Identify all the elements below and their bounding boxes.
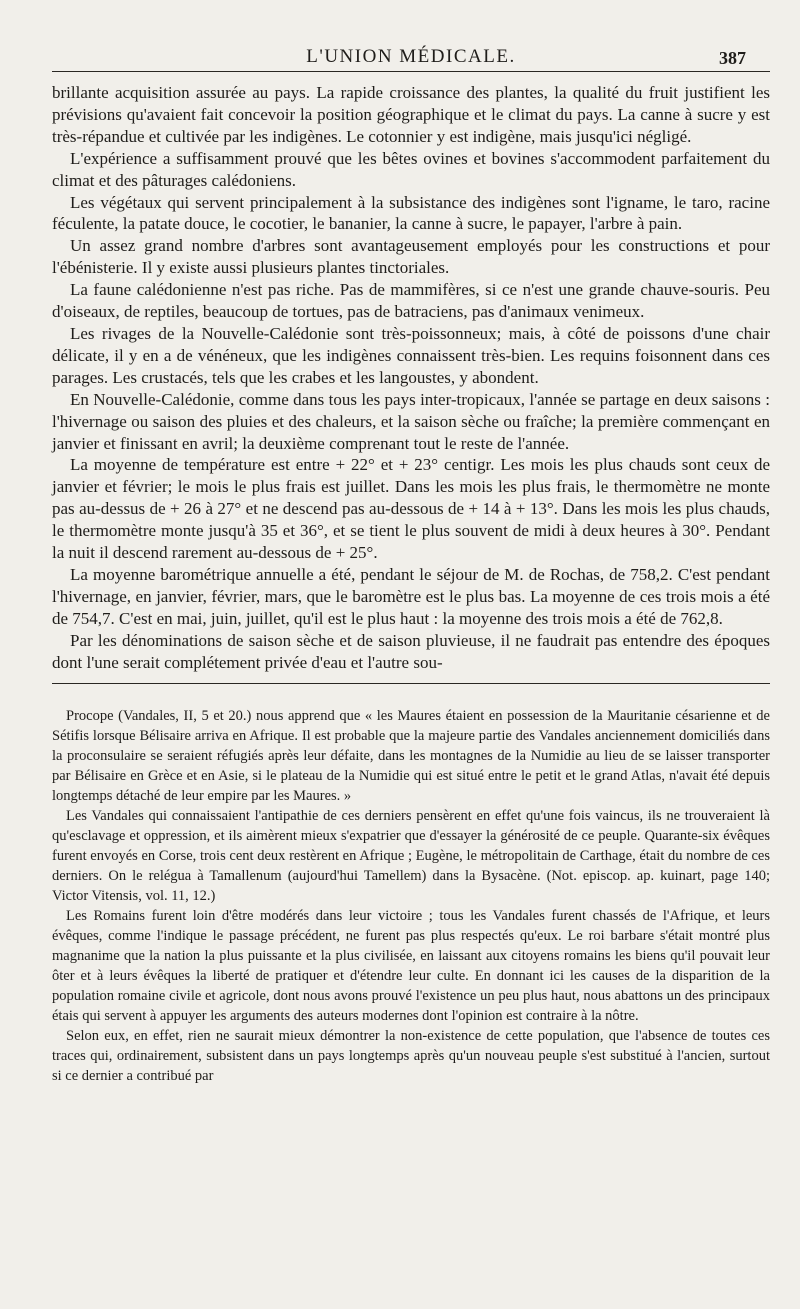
running-title: L'UNION MÉDICALE. (306, 46, 516, 67)
paragraph: La moyenne de température est entre + 22° et + 23° centigr. Les mois les plus chauds sont ceux de janvier et février; le mois le plus frais est juillet. Dans les mois les plus frais, le thermomètre ne monte pas au-dessus de + 26 à 27° et ne descend pas au-dessous de + 14 à + 13°. Dans les mois les plus chauds, le thermomètre monte jusqu'à 35 et 36°, et se tient le plus souvent de midi à deux heures à 30°. Pendant la nuit il descend rarement au-dessous de + 25°. (52, 455, 770, 563)
footnote-paragraph: Les Romains furent loin d'être modérés dans leur victoire ; tous les Vandales furent chassés de l'Afrique, et leurs évêques, comme l'indique le passage précédent, ne furent pas plus respectés qu'eux. Le roi barbare s'était montré plus magnanime que la nation la plus puissante et la plus civilisée, en laissant aux citoyens romains les biens qu'il pouvait leur ôter et à leurs évêques la liberté de pratiquer et d'étendre leur culte. En donnant ici les causes de la disparition de la population romaine civile et agricole, dont nous avons prouvé l'existence un peu plus haut, nous abattons un des principaux étais qui servent à appuyer les arguments des auteurs modernes dont l'opinion est contraire à la nôtre. (52, 908, 770, 1025)
header-rule (52, 71, 770, 72)
footnote-paragraph: Selon eux, en effet, rien ne saurait mieux démontrer la non-existence de cette population, que l'absence de toutes ces traces qui, ordinairement, subsistent dans un pays longtemps après qu'un nouveau peuple s'est substitué à l'ancien, surtout si ce dernier a contribué par (52, 1028, 770, 1085)
paragraph: L'expérience a suffisamment prouvé que les bêtes ovines et bovines s'accommodent parfaitement du climat et des pâturages calédoniens. (52, 148, 770, 190)
paragraph: Les végétaux qui servent principalement à la subsistance des indigènes sont l'igname, le taro, racine féculente, la patate douce, le cocotier, le bananier, la canne à sucre, le papayer, l'arbre à pain. (52, 192, 770, 234)
page-number: 387 (719, 48, 746, 68)
footnote-paragraph: Procope (Vandales, II, 5 et 20.) nous apprend que « les Maures étaient en possession de la Mauritanie césarienne et de Sétifis lorsque Bélisaire arriva en Afrique. Il est probable que la majeure partie des Vandales anciennement domiciliés dans la proconsulaire se seraient réfugiés après leur défaite, dans les montagnes de la Numidie au lieu de se laisser transporter par Bélisaire en Grèce et en Asie, si le plateau de la Numidie qui est situé entre le petit et le grand Atlas, n'avait été depuis longtemps détaché de leur empire par les Maures. » (52, 708, 770, 805)
main-text (52, 82, 770, 673)
paragraph: En Nouvelle-Calédonie, comme dans tous les pays inter-tropicaux, l'année se partage en deux saisons : l'hivernage ou saison des pluies et des chaleurs, et la saison sèche ou fraîche; la première commençant en janvier et finissant en avril; la deuxième comprenant tout le reste de l'année. (52, 389, 770, 453)
footnotes (52, 706, 770, 1086)
paragraph: La faune calédonienne n'est pas riche. Pas de mammifères, si ce n'est une grande chauve-souris. Peu d'oiseaux, de reptiles, beaucoup de tortues, pas de batraciens, pas d'animaux venimeux. (52, 280, 770, 322)
paragraph: Les rivages de la Nouvelle-Calédonie sont très-poissonneux; mais, à côté de poissons d'une chair délicate, il y en a de vénéneux, que les indigènes connaissent très-bien. Les requins foisonnent dans ces parages. Les crustacés, tels que les crabes et les langoustes, y abondent. (52, 323, 770, 387)
page-header (52, 40, 770, 70)
paragraph: brillante acquisition assurée au pays. La rapide croissance des plantes, la qualité du fruit justifient les prévisions qu'avaient fait concevoir la position géographique et le climat du pays. La canne à sucre y est très-répandue et cultivée par les indigènes. Le cotonnier y est indigène, mais jusqu'ici négligé. (52, 83, 770, 146)
paragraph: La moyenne barométrique annuelle a été, pendant le séjour de M. de Rochas, de 758,2. C'est pendant l'hivernage, en janvier, février, mars, que le baromètre est le plus bas. La moyenne de ces trois mois a été de 754,7. C'est en mai, juin, juillet, qu'il est le plus haut : la moyenne des trois mois a été de 762,8. (52, 564, 770, 628)
footnote-paragraph: Les Vandales qui connaissaient l'antipathie de ces derniers pensèrent en effet qu'une fois vaincus, ils ne trouveraient là qu'esclavage et oppression, et ils aimèrent mieux s'expatrier que d'essayer la générosité de ce peuple. Quarante-six évêques furent envoyés en Corse, trois cent deux restèrent en Afrique ; Eugène, le métropolitain de Carthage, était du nombre de ces derniers. On le relégua à Tamallenum (aujourd'hui Tamellem) dans la Bysacène. (Not. episcop. ap. kuinart, page 140; Victor Vitensis, vol. 11, 12.) (52, 808, 770, 905)
paragraph: Un assez grand nombre d'arbres sont avantageusement employés pour les constructions et pour l'ébénisterie. Il y existe aussi plusieurs plantes tinctoriales. (52, 236, 770, 278)
footnote-separator (52, 683, 770, 684)
paragraph: Par les dénominations de saison sèche et de saison pluvieuse, il ne faudrait pas entendre des époques dont l'une serait complétement privée d'eau et l'autre sou- (52, 630, 770, 672)
